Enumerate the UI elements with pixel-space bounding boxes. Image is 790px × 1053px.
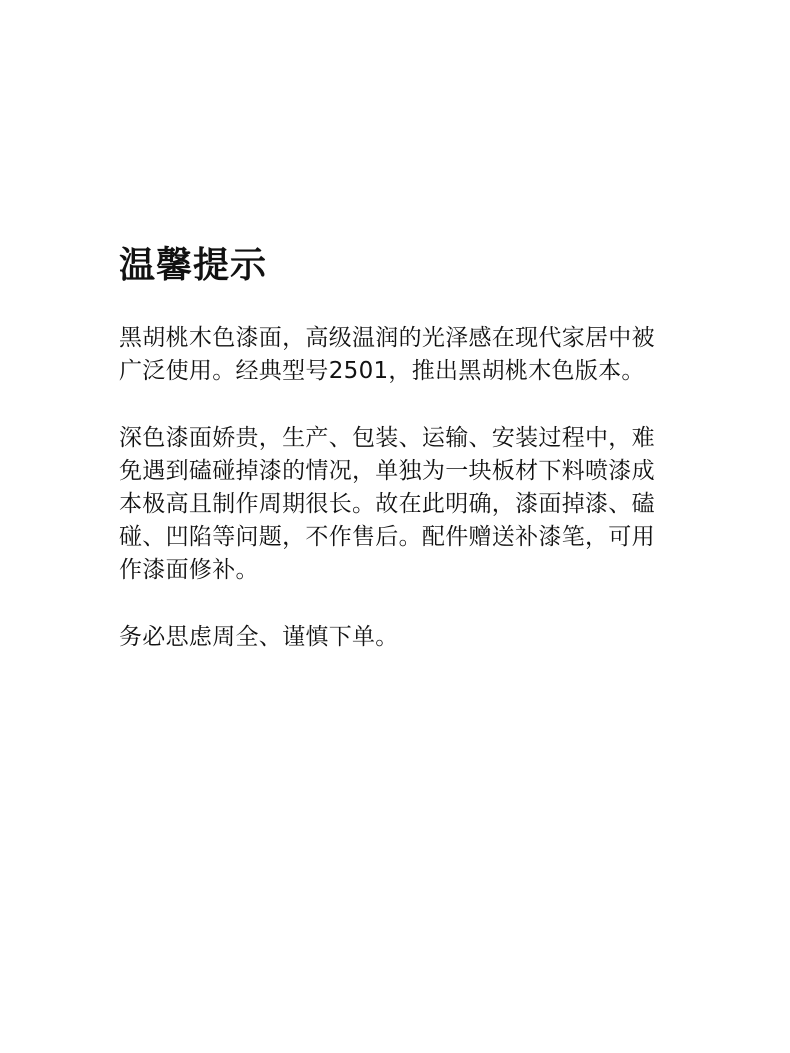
paragraph-line: 免遇到磕碰掉漆的情况，单独为一块板材下料喷漆成: [119, 458, 655, 484]
notice-section: [119, 240, 679, 688]
paragraph-line: 本极高且制作周期很长。故在此明确，漆面掉漆、磕: [119, 491, 655, 517]
notice-title: 温馨提示: [119, 244, 268, 286]
paragraph-line: 碰、凹陷等问题，不作售后。配件赠送补漆笔，可用: [119, 524, 655, 550]
notice-paragraph-intro: [119, 322, 679, 388]
paragraph-line: 务必思虑周全、谨慎下单。: [119, 624, 399, 650]
paragraph-line: 黑胡桃木色漆面，高级温润的光泽感在现代家居中被: [119, 325, 655, 351]
paragraph-line: 广泛使用。经典型号2501，推出黑胡桃木色版本。: [119, 358, 645, 384]
notice-paragraph-reminder: [119, 621, 679, 654]
notice-body: [119, 322, 679, 654]
paragraph-line: 作漆面修补。: [119, 557, 259, 583]
paragraph-line: 深色漆面娇贵，生产、包装、运输、安装过程中，难: [119, 425, 655, 451]
notice-paragraph-warning: [119, 422, 679, 587]
